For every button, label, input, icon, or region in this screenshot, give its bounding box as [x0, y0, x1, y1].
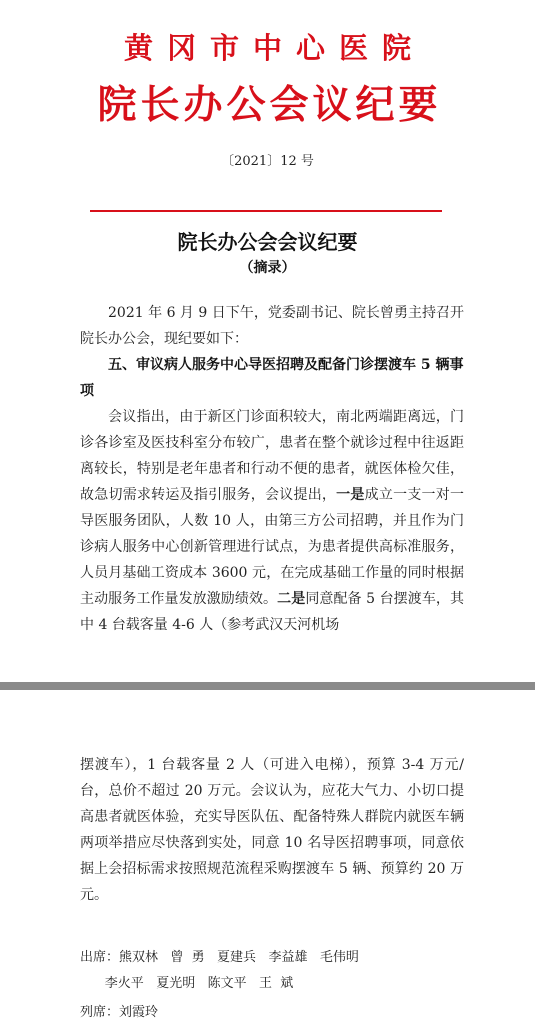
body-text-b: 成立一支一对一导医服务团队，人数 10 人，由第三方公司招聘，并且作为门诊病人服务中心创新管理进行试点，为患者提供高标准服务，人员月基础工资成本 3600 元，在完成基础工作量的同时根据主动服务工作量发放激励绩效。	[80, 487, 465, 607]
body-text-a: 会议指出，由于新区门诊面积较大，南北两端距离远，门诊各诊室及医技科室分布较广，患者在整个就诊过程中往返距离较长，特别是老年患者和行动不便的患者，就医体检欠佳，故急切需求转运及指引服务，会议提出，	[80, 409, 464, 503]
body-paragraph-part1	[80, 404, 464, 638]
document-title: 院长办公会会议纪要	[177, 230, 358, 254]
document-number: 〔2021〕12 号	[221, 154, 314, 169]
attendees-line-2: 李火平 夏光明 陈文平 王 斌	[80, 976, 294, 991]
bold-marker-one: 一是	[336, 487, 365, 503]
section-heading: 五、审议病人服务中心导医招聘及配备门诊摆渡车 5 辆事项	[80, 357, 464, 399]
observer-line: 列席：刘霞玲	[80, 1005, 159, 1020]
intro-paragraph: 2021 年 6 月 9 日下午，党委副书记、院长曾勇主持召开院长办公会，现纪要如下：	[80, 305, 464, 347]
red-divider	[90, 210, 442, 212]
bold-marker-two: 二是	[277, 591, 306, 607]
document-type: 院长办公会议纪要	[97, 82, 442, 128]
document-page-2	[0, 690, 535, 1024]
page-separator	[0, 682, 535, 690]
attendees-line-1: 出席：熊双林 曾 勇 夏建兵 李益雄 毛伟明	[80, 950, 359, 965]
body-text-c: 同意配备 5 台摆渡车，其中 4 台载客量 4-6 人（参考武汉天河机场	[80, 591, 465, 633]
document-subtitle: （摘录）	[239, 260, 296, 276]
organization-name: 黄冈市中心医院	[123, 31, 425, 65]
body-paragraph-part2: 摆渡车），1 台载客量 2 人（可进入电梯），预算 3-4 万元/台，总价不超过 20 万元。会议认为，应花大气力、小切口提高患者就医体验，充实导医队伍、配备特殊人群院内就医车辆两项举措应尽快落到实处，同意 10 名导医招聘事项，同意依据上会招标需求按照规范流程采购摆渡车 5 辆、预算约 20 万元。	[80, 757, 464, 903]
